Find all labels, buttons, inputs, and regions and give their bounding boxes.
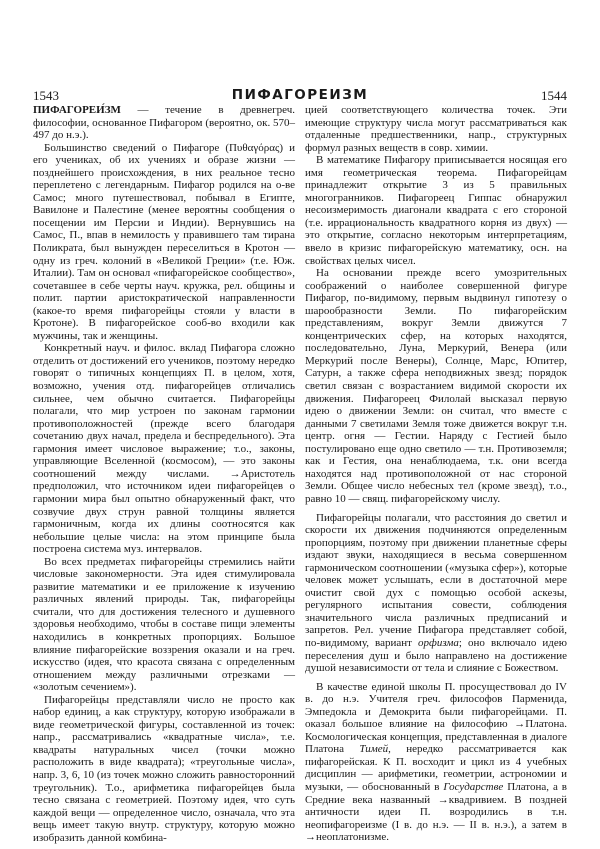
text-segment: В качестве единой школы П. просуществовал до IV в. до н.э. Учителя греч. философов Парменида, Эмпедокла и Демокрита были пифагорейцами. П. оказал большое влияние на философию →Платона. Космологическая концепция, представленная в диалоге Платона	[305, 680, 567, 756]
italic-title: Государстве	[443, 780, 504, 793]
article-definition: — течение в древнегреч. философии, основанное Пифагором (вероятно, ок. 570–497 до н.э.).	[33, 104, 295, 142]
left-column	[33, 104, 295, 844]
paragraph-harmony: Конкретный науч. и филос. вклад Пифагора сложно отделить от достижений его учеников, поэтому нередко говорят о типичных концепциях П. в целом, хотя, возможно, учения отд. пифагорейцев отличались сильнее, чем обычно считается. Пифагорейцы полагали, что мир устроен по законам гармонии противоположностей (прежде всего благодаря сочетанию двух начал, предела и беспредельного). Эта гармония имеет числовое выражение; т.о., законы, управляющие Вселенной (космосом), — это законы соотношений между числами. →Аристотель предположил, что источником идеи пифагорейцев о гармонии мира был опытно обнаруженный факт, что созвучие двух струн равной толщины является гармоничным, когда их длины соотносятся как небольшие целые числа: на этом принципе была построена система муз. интервалов.	[33, 342, 295, 556]
text-segment: Платона, а в Средние века названный →квадривием. В поздней античности идеи П. возродились в т.н. неопифагореизме (I в. до н.э. — II в. н.э.), а затем в →неоплатонизме.	[305, 780, 567, 844]
paragraph-numbers: Во всех предметах пифагорейцы стремились найти числовые закономерности. Эта идея стимулировала развитие математики и ее приложение к изучению различных явлений природы. Так, пифагорейцы считали, что для достижения телесного и душевного здоровья необходимо, чтобы в составе пищи элементы находились в конкретных пропорциях. Большое влияние пифагорейские воззрения оказали и на греч. искусство (идея, что красота связана с определенным отношением между различными отрезками — «золотым сечением»).	[33, 555, 295, 694]
paragraph-cosmology: На основании прежде всего умозрительных соображений о наиболее совершенной фигуре Пифагор, по-видимому, первым выдвинул гипотезу о шарообразности Земли. По пифагорейским представлениям, вокруг Земли движутся 7 концентрических сфер, на которых находятся, последовательно, Луна, Меркурий, Венера (или Меркурий после Венеры), Солнце, Марс, Юпитер, Сатурн, а также сфера неподвижных звезд; порядок светил связан с возрастанием видимой скорости их движения. Пифагореец Филолай высказал первую идею о движении Земли: он считал, что вместе с данными 7 светилами Земля тоже движется вокруг т.н. центр. огня — Гестии. Наряду с Гестией было постулировано еще одно светило — т.н. Противоземля; как и Гестия, она ненаблюдаема, т.к. они всегда находятся над противоположной от нас стороной Земли. Общее число небесных тел (кроме звезд), т.о., равно 10 — свящ. пифагорейскому числу.	[305, 267, 567, 505]
paragraph-figurate-numbers: Пифагорейцы представляли число не просто как набор единиц, а как структуру, которую изображали в виде геометрической фигуры, составленной из точек: напр., рассматривались «квадратные числа», т.е. квадраты натуральных чисел (точки можно расположить в виде квадрата); «треугольные числа», напр. 3, 6, 10 (из точек можно сложить равносторонний треугольник). Т.о., арифметика пифагорейцев была тесно связана с геометрией. Поэтому идея, что суть каждой вещи — определенное число, означала, что эта вещь имеет такую внутр. структуру, которую можно изобразить данной комбина-	[33, 693, 295, 844]
paragraph-music-of-spheres	[305, 512, 567, 675]
paragraph-figurate-numbers-cont: цией соответствующего количества точек. Эти имеющие структуру числа могут рассматриваться как отдаленные предшественники, напр., структурных формул разных веществ в совр. химии.	[305, 104, 567, 154]
running-title: ПИФАГОРЕИЗМ	[231, 87, 369, 103]
paragraph-school-legacy	[305, 681, 567, 844]
text-segment: ; оно включало идею переселения душ и было направлено на достижение душой независимости от тела и слияние с Божеством.	[305, 636, 568, 675]
italic-term: орфизма	[418, 636, 459, 649]
page-number-left: 1543	[33, 88, 59, 103]
right-column	[305, 104, 567, 844]
article-term: ПИФАГОРЕИ́ЗМ	[33, 104, 121, 116]
italic-title: Тимей	[359, 743, 389, 756]
paragraph-mathematics: В математике Пифагору приписывается носящая его имя геометрическая теорема. Пифагорейцам принадлежит открытие 3 из 5 правильных многогранников. Пифагореец Гиппас обнаружил несоизмеримость диагонали квадрата с его стороной (т.е. иррациональность квадратного корня из двух) — это открытие, согласно некоторым интерпретациям, ввело в кризис пифагорейскую математику, осн. на свойствах целых чисел.	[305, 154, 567, 267]
page-number-right: 1544	[541, 88, 567, 103]
text-segment: , нередко рассматривается как пифагорейская. К П. восходит и цикл из 4 учебных дисциплин — арифметики, геометрии, астрономии и музыки, — обоснованный в	[305, 743, 567, 793]
article-heading-paragraph	[33, 104, 295, 142]
text-segment: Пифагорейцы полагали, что расстояния до светил и скорости их движения подчиняются определенным пропорциям, поэтому при движении планетные сферы издают звуки, находящиеся в весьма совершенном гармоническом соотношении («музыка сфер»), которые человек может услышать, если в достаточной мере очистит свой дух с помощью особой аскезы, регулярного испытания совести, соблюдения значительного числа различных предписаний и запретов. Рел. учение Пифагора представляет собой, по-видимому, вариант	[305, 511, 567, 649]
running-header	[33, 88, 567, 104]
paragraph-history: Большинство сведений о Пифагоре (Πυθαγόρας) и его учениках, об их учениях и образе жизни — позднейшего происхождения, в них реальное тесно переплетено с легендарным. Пифагор родился на о-ве Самос; много путешествовал, побывал в Египте, Вавилоне и Палестине (менее вероятны сообщения о посещении им Персии и Индии). Вернувшись на Самос, П., впав в немилость у правившего там тирана Поликрата, был вынужден переселиться в Кротон — одну из греч. колоний в «Великой Греции» (т.е. Юж. Италии). Там он основал «пифагорейское сообщество», сочетавшее в себе черты науч. кружка, рел. общины и полит. партии аристократической направленности (какое-то время пифагорейцы стояли у власти в Кротоне). В пифагорейское сооб-во входили как мужчины, так и женщины.	[33, 141, 295, 342]
